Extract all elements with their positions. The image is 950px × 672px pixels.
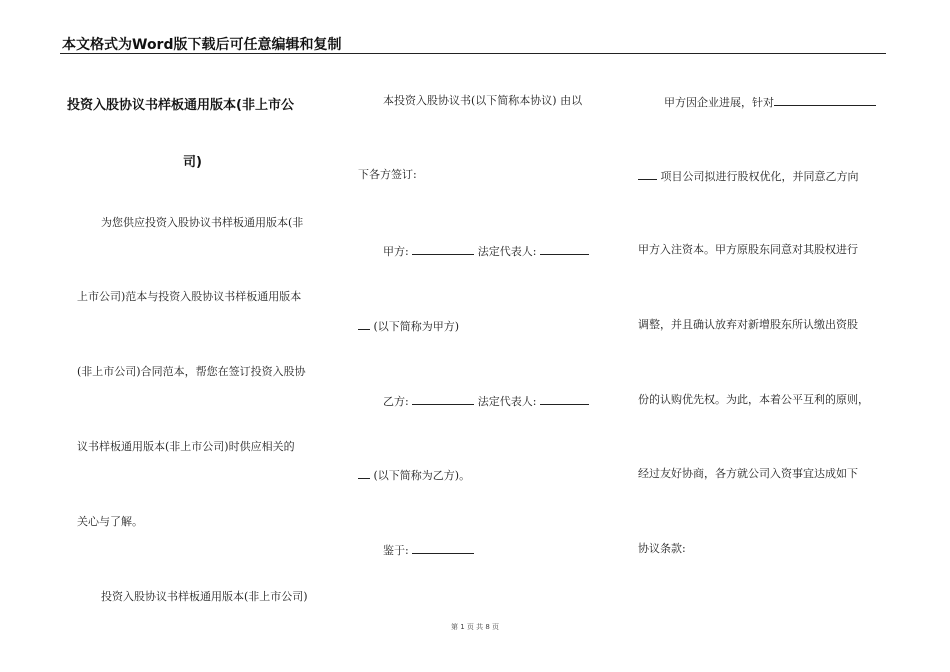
second-paragraph-line1: 投资入股协议书样板通用版本(非上市公司): [101, 590, 308, 603]
intro-paragraph-line5: 关心与了解。: [77, 515, 143, 528]
party-a-suffix-line: [358, 318, 459, 334]
document-header: 本文格式为Word版下载后可任意编辑和复制: [62, 37, 342, 53]
intro-paragraph-line1: 为您供应投资入股协议书样板通用版本(非: [101, 216, 304, 229]
intro-paragraph-line3: (非上市公司)合同范本，帮您在签订投资入股协: [77, 365, 306, 378]
party-b-name-blank: [412, 393, 474, 405]
legal-rep-b-label: 法定代表人:: [477, 395, 537, 408]
whereas-label: 鉴于:: [383, 544, 409, 557]
whereas-blank: [412, 542, 474, 554]
party-a-name-blank: [412, 243, 474, 255]
party-a-suffix-blank: [358, 318, 370, 330]
agreement-intro-line2: 下各方签订:: [358, 168, 417, 181]
document-title-line2: 司): [183, 155, 202, 170]
party-b-suffix-blank: [358, 467, 370, 479]
party-b-suffix: (以下简称为乙方)。: [373, 469, 471, 482]
clauses-heading: 协议条款:: [638, 542, 686, 555]
party-a-suffix: (以下简称为甲方): [373, 320, 460, 333]
document-title-line1: 投资入股协议书样板通用版本(非上市公: [67, 98, 294, 113]
party-a-label: 甲方:: [383, 245, 409, 258]
recital-line1-text: 甲方因企业进展，针对: [664, 96, 774, 109]
intro-paragraph-line4: 议书样板通用版本(非上市公司)时供应相关的: [77, 440, 295, 453]
intro-paragraph-line2: 上市公司)范本与投资入股协议书样板通用版本: [77, 290, 302, 303]
agreement-intro-line1: 本投资入股协议书(以下简称本协议) 由以: [383, 94, 583, 107]
whereas-line: [383, 542, 474, 558]
party-b-label: 乙方:: [383, 395, 409, 408]
recital-line5: 份的认购优先权。为此，本着公平互利的原则，: [638, 393, 869, 406]
project-name-blank-cont: [638, 168, 657, 180]
recital-line6: 经过友好协商，各方就公司入资事宜达成如下: [638, 467, 858, 480]
header-divider: [60, 53, 886, 54]
party-b-suffix-line: [358, 467, 470, 483]
legal-rep-b-blank: [540, 393, 589, 405]
party-a-line: [383, 243, 589, 259]
recital-line4: 调整，并且确认放弃对新增股东所认缴出资股: [638, 318, 858, 331]
recital-line2-text: 项目公司拟进行股权优化，并同意乙方向: [660, 170, 859, 183]
legal-rep-a-label: 法定代表人:: [477, 245, 537, 258]
page-number: 第 1 页 共 8 页: [450, 623, 500, 631]
party-b-line: [383, 393, 589, 409]
recital-line1: [664, 94, 876, 110]
recital-line2: [638, 168, 859, 184]
legal-rep-a-blank: [540, 243, 589, 255]
project-name-blank: [774, 94, 876, 106]
recital-line3: 甲方入注资本。甲方原股东同意对其股权进行: [638, 243, 858, 256]
